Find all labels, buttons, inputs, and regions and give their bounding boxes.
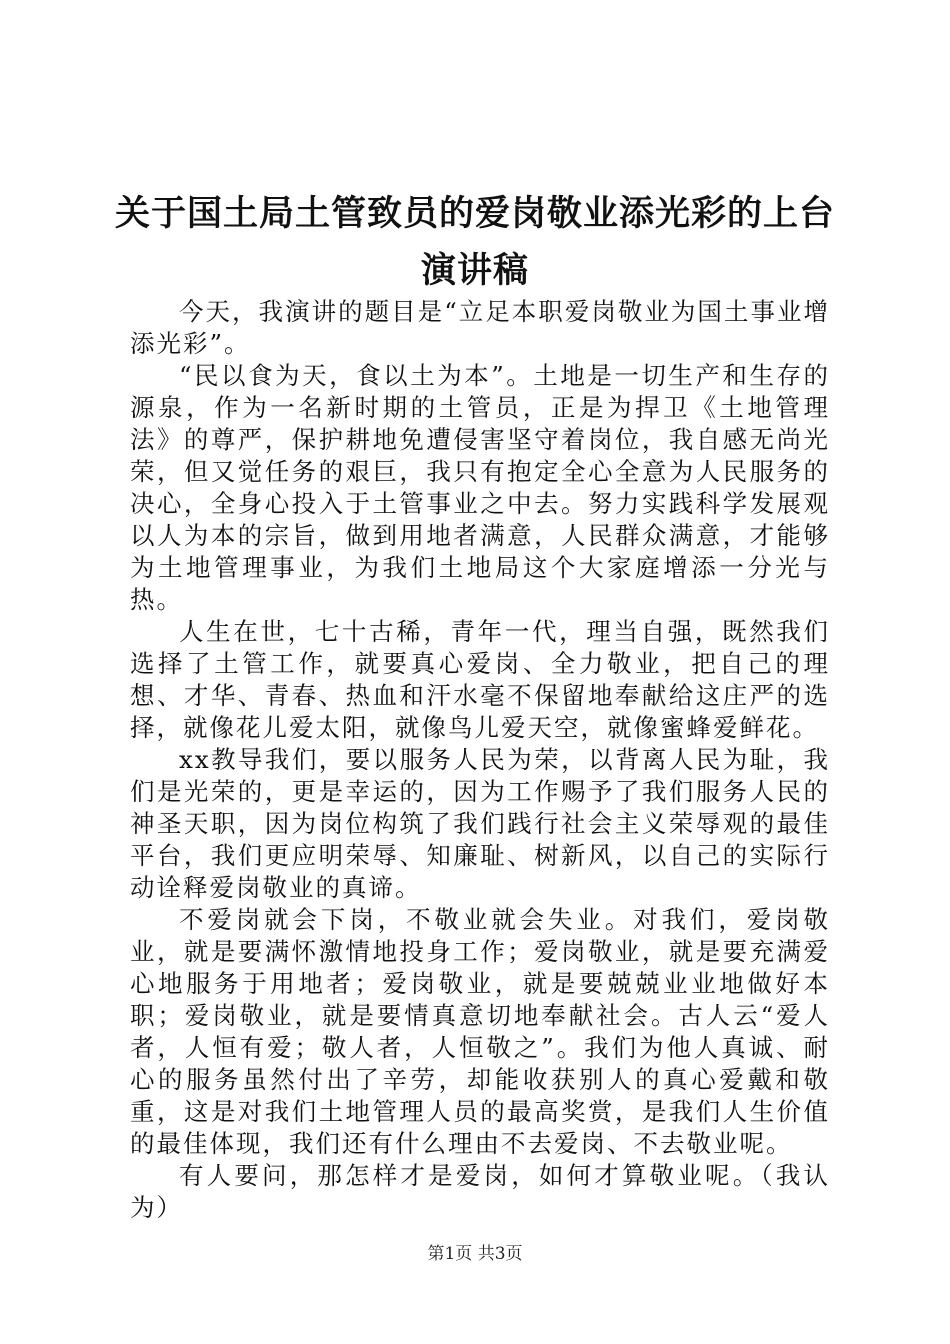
paragraph: xx教导我们，要以服务人民为荣，以背离人民为耻，我们是光荣的，更是幸运的，因为工作赐予了我们服务人民的神圣天职，因为岗位构筑了我们践行社会主义荣辱观的最佳平台，我们更应明荣辱、知廉耻、树新风，以自己的实际行动诠释爱岗敬业的真谛。 (130, 745, 830, 902)
paragraph: 人生在世，七十古稀，青年一代，理当自强，既然我们选择了土管工作，就要真心爱岗、全力敬业，把自己的理想、才华、青春、热血和汗水毫不保留地奉献给这庄严的选择，就像花儿爱太阳，就像鸟儿爱天空，就像蜜蜂爱鲜花。 (130, 617, 830, 742)
paragraph: 有人要问，那怎样才是爱岗，如何才算敬业呢。（我认为） (130, 1161, 830, 1222)
paragraph: 不爱岗就会下岗，不敬业就会失业。对我们，爱岗敬业，就是要满怀激情地投身工作；爱岗敬业，就是要充满爱心地服务于用地者；爱岗敬业，就是要兢兢业业地做好本职；爱岗敬业，就是要情真意切地奉献社会。古人云“爱人者，人恒有爱；敬人者，人恒敬之”。我们为他人真诚、耐心的服务虽然付出了辛劳，却能收获别人的真心爱戴和敬重，这是对我们土地管理人员的最高奖赏，是我们人生价值的最佳体现，我们还有什么理由不去爱岗、不去敬业呢。 (130, 905, 830, 1158)
title-line-2: 演讲稿 (420, 251, 529, 291)
document-title (100, 186, 850, 300)
page-footer: 第1页 共3页 (427, 1244, 523, 1264)
paragraph: 今天，我演讲的题目是“立足本职爱岗敬业为国土事业增添光彩”。 (130, 297, 830, 358)
title-line-1: 关于国土局土管致员的爱岗敬业添光彩的上台 (114, 194, 835, 234)
paragraph: “民以食为天，食以土为本”。土地是一切生产和生存的源泉，作为一名新时期的土管员，正是为捍卫《土地管理法》的尊严，保护耕地免遭侵害坚守着岗位，我自感无尚光荣，但又觉任务的艰巨，我只有抱定全心全意为人民服务的决心，全身心投入于土管事业之中去。努力实践科学发展观以人为本的宗旨，做到用地者满意，人民群众满意，才能够为土地管理事业，为我们土地局这个大家庭增添一分光与热。 (130, 361, 830, 614)
document-body (130, 296, 830, 1224)
